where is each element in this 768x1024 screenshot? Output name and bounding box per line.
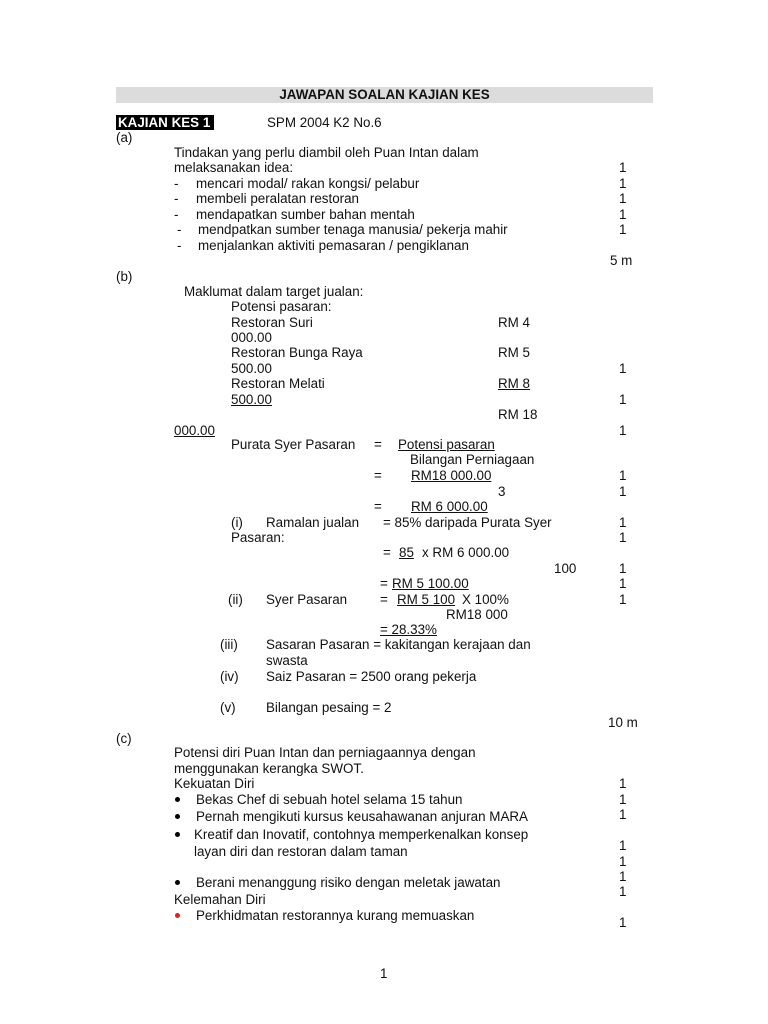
strength-item-cont: layan diri dan restoran dalam taman [194,844,408,859]
case-label: KAJIAN KES 1 [116,115,214,130]
restoran-value-cont: 500.00 [231,392,272,407]
kelemahan-heading: Kelemahan Diri [174,892,266,907]
restoran-value: RM 4 [498,315,530,330]
part-a-item: menjalankan aktiviti pemasaran / pengiklanan [198,238,469,253]
item-iii-text: Sasaran Pasaran = kakitangan kerajaan dan [266,637,531,652]
calc-denominator: 3 [498,484,506,499]
potensi-heading: Potensi pasaran: [231,299,332,314]
part-b-total: 10 m [608,715,638,730]
restoran-name: Restoran Bunga Raya [231,345,363,360]
restoran-value-cont: 500.00 [231,361,272,376]
calc-denominator: RM18 000 [446,607,508,622]
dash: - [174,176,179,191]
strength-item: Pernah mengikuti kursus keusahawanan anjuran MARA [196,809,528,824]
part-b-intro: Maklumat dalam target jualan: [184,284,364,299]
calc-expression: x RM 6 000.00 [422,545,510,560]
mark: 1 [619,776,627,791]
part-a-item: mendpatkan sumber tenaga manusia/ pekerja mahir [198,222,508,237]
part-a-item: mendapatkan sumber bahan mentah [196,207,415,222]
bullet-icon [175,880,180,885]
mark: 1 [619,838,627,853]
strength-item: Kreatif dan Inovatif, contohnya memperkenalkan konsep [194,827,529,842]
mark: 1 [619,468,627,483]
equals-sign: = [380,576,388,591]
mark: 1 [619,222,627,237]
mark: 1 [619,792,627,807]
mark: 1 [619,869,627,884]
strength-item: Berani menanggung risiko dengan meletak jawatan [196,875,501,890]
item-v-text: Bilangan pesaing = 2 [266,700,392,715]
item-i-text: Ramalan jualan [266,515,360,530]
mark: 1 [619,361,627,376]
item-i-cont: Pasaran: [231,530,285,545]
calc-result: = 28.33% [380,622,437,637]
mark: 1 [619,530,627,545]
calc-numerator: 85 [399,545,414,560]
page-number: 1 [380,966,388,981]
part-a-item: mencari modal/ rakan kongsi/ pelabur [196,176,420,191]
mark: 1 [619,854,627,869]
calc-result: RM 6 000.00 [411,499,488,514]
equals-sign: = [383,545,391,560]
equals-sign: = [374,468,382,483]
restoran-value-cont: 000.00 [231,330,272,345]
part-a-intro-cont: melaksanakan idea: [174,160,294,175]
item-ii-label: (ii) [228,592,243,607]
case-reference: SPM 2004 K2 No.6 [267,115,382,130]
fraction-denominator: Bilangan Perniagaan [410,452,535,467]
dash: - [174,191,179,206]
item-ii-text: Syer Pasaran [266,592,348,607]
mark: 1 [619,884,627,899]
fraction-numerator: Potensi pasaran [398,437,495,452]
item-iii-cont: swasta [266,653,308,668]
weakness-item: Perkhidmatan restorannya kurang memuaskan [196,908,475,923]
equals-sign: = [374,499,382,514]
restoran-name: Restoran Melati [231,376,325,391]
equals-sign: = [380,592,388,607]
bullet-icon [175,832,180,837]
restoran-name: Restoran Suri [231,315,313,330]
mark: 1 [619,207,627,222]
mark: 1 [619,807,627,822]
part-b-label: (b) [116,269,133,284]
item-i-value: = 85% daripada Purata Syer [383,515,552,530]
kekuatan-heading: Kekuatan Diri [174,776,255,791]
part-a-label: (a) [116,130,133,145]
mark: 1 [619,915,627,930]
part-c-intro-cont: menggunakan kerangka SWOT. [174,761,364,776]
sum-value: RM 18 [498,407,538,422]
item-iii-label: (iii) [220,637,238,652]
item-i-label: (i) [231,515,243,530]
calc-denominator: 100 [554,561,577,576]
mark: 1 [619,160,627,175]
mark: 1 [619,561,627,576]
calc-numerator: RM 5 100 [397,592,456,607]
bullet-icon [175,797,180,802]
mark: 1 [619,392,627,407]
strength-item: Bekas Chef di sebuah hotel selama 15 tahun [196,792,463,807]
part-a-item: membeli peralatan restoran [196,191,360,206]
calc-result: RM 5 100.00 [392,576,469,591]
restoran-value: RM 8 [498,376,530,391]
bullet-icon [175,814,180,819]
purata-label: Purata Syer Pasaran [231,437,356,452]
mark: 1 [619,592,627,607]
mark: 1 [619,191,627,206]
restoran-value: RM 5 [498,345,530,360]
sum-value-cont: 000.00 [174,423,215,438]
dash: - [177,222,182,237]
bullet-icon [175,913,180,918]
item-v-label: (v) [220,700,236,715]
mark: 1 [619,484,627,499]
calc-expression: X 100% [462,592,509,607]
part-c-label: (c) [116,731,132,746]
part-a-total: 5 m [610,253,633,268]
dash: - [177,238,182,253]
equals-sign: = [374,437,382,452]
mark: 1 [619,576,627,591]
item-iv-text: Saiz Pasaran = 2500 orang pekerja [266,669,477,684]
dash: - [174,207,179,222]
page-title: JAWAPAN SOALAN KAJIAN KES [116,87,653,103]
mark: 1 [619,176,627,191]
mark: 1 [619,423,627,438]
part-a-intro: Tindakan yang perlu diambil oleh Puan Intan dalam [174,145,479,160]
item-iv-label: (iv) [220,669,239,684]
part-c-intro: Potensi diri Puan Intan dan perniagaannya dengan [174,745,476,760]
calc-value: RM18 000.00 [411,468,492,483]
mark: 1 [619,515,627,530]
